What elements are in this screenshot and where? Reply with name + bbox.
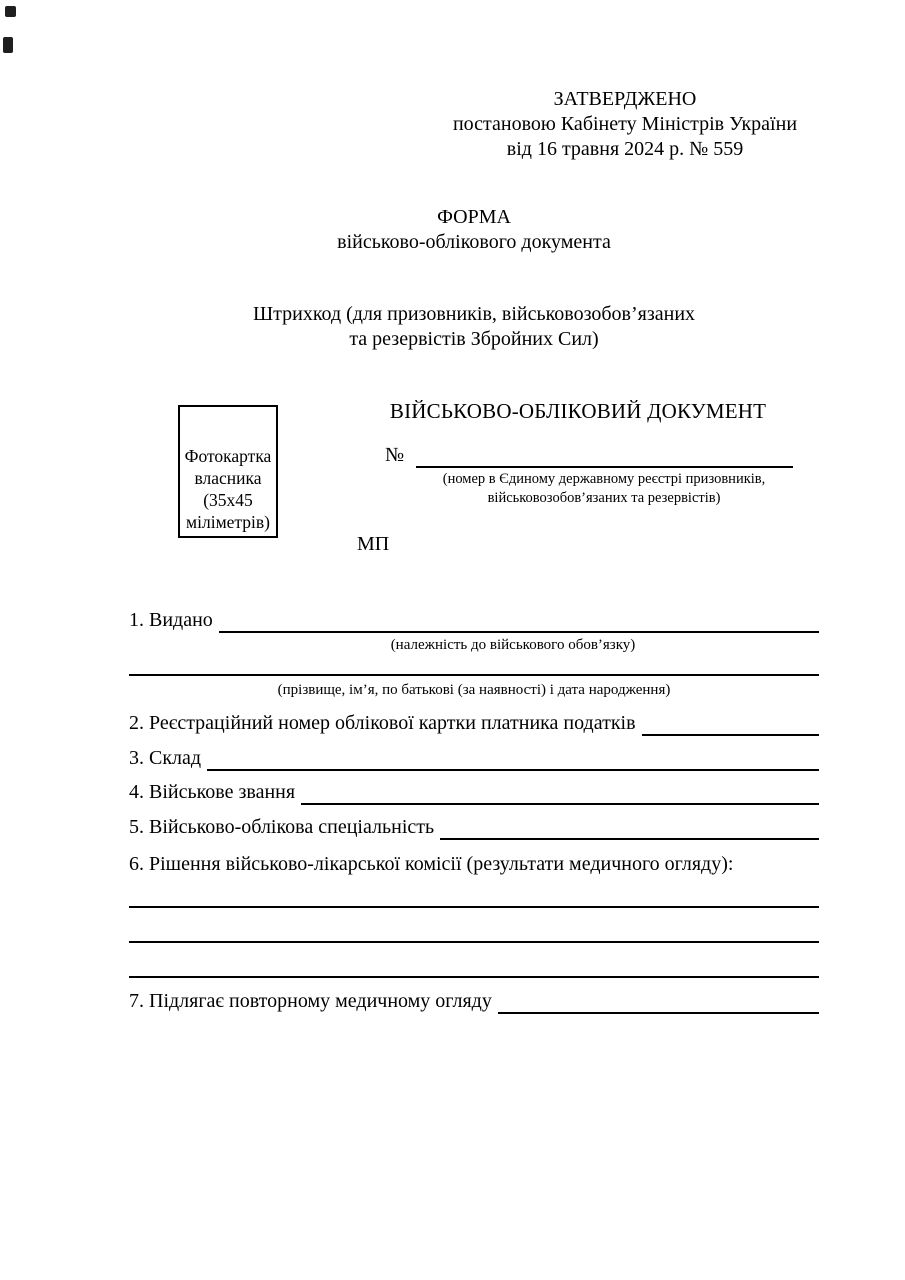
field-2-tax-number-blank[interactable] [642, 710, 819, 736]
field-7-reexamination-row [129, 988, 819, 1014]
field-6-medical-label: 6. Рішення військово-лікарської комісії (результати медичного огляду): [129, 853, 734, 875]
approval-line-1: ЗАТВЕРДЖЕНО [553, 88, 697, 110]
field-4-rank-blank[interactable] [301, 779, 819, 805]
photo-box-label-line-3: (35x45 [203, 490, 253, 510]
photo-placeholder-box [178, 405, 278, 538]
field-7-reexamination-blank[interactable] [498, 988, 819, 1014]
approval-line-3: від 16 травня 2024 р. № 559 [506, 138, 744, 160]
barcode-note-line-1: Штрихкод (для призовників, військовозобов’язаних [252, 303, 696, 325]
document-number-caption [415, 470, 793, 508]
name-line-blank[interactable] [129, 674, 819, 676]
field-2-tax-number-row [129, 710, 819, 736]
field-5-specialty-label: 5. Військово-облікова спеціальність [129, 816, 435, 838]
photo-box-label-line-4: міліметрів) [186, 512, 270, 532]
photo-box-label-line-2: власника [194, 468, 262, 488]
approval-line-2: постановою Кабінету Міністрів України [452, 113, 798, 135]
field-5-specialty-blank[interactable] [440, 814, 819, 840]
field-6-medical-row [129, 851, 819, 877]
field-2-tax-number-label: 2. Реєстраційний номер облікової картки платника податків [129, 712, 636, 734]
field-5-specialty-row [129, 814, 819, 840]
name-line-caption: (прізвище, ім’я, по батькові (за наявності) і дата народження) [277, 682, 671, 698]
scan-artifact-mark [5, 6, 16, 17]
document-title: ВІЙСЬКОВО-ОБЛІКОВИЙ ДОКУМЕНТ [389, 399, 767, 423]
scan-artifact-mark [3, 37, 13, 53]
document-number-blank[interactable] [416, 442, 793, 468]
barcode-note [129, 302, 819, 352]
document-number-caption-line-1: (номер в Єдиному державному реєстрі призовників, [442, 471, 766, 487]
barcode-note-line-2: та резервістів Збройних Сил) [349, 328, 599, 350]
field-6-line-2-blank[interactable] [129, 941, 819, 943]
photo-box-label-line-1: Фотокартка [184, 446, 272, 466]
document-number-label: № [385, 444, 405, 466]
document-number-caption-line-2: військовозобов’язаних та резервістів) [487, 490, 721, 506]
field-7-reexamination-label: 7. Підлягає повторному медичному огляду [129, 990, 492, 1012]
field-1-caption: (належність до військового обов’язку) [390, 637, 636, 653]
field-3-category-row [129, 745, 819, 771]
field-4-rank-row [129, 779, 819, 805]
form-heading-title: ФОРМА [437, 206, 511, 228]
field-6-line-1-blank[interactable] [129, 906, 819, 908]
field-3-category-label: 3. Склад [129, 747, 202, 769]
field-1-issued-blank[interactable] [219, 607, 819, 633]
field-1-issued-label: 1. Видано [129, 609, 213, 631]
field-1-issued-row [129, 607, 819, 633]
form-heading [129, 205, 819, 255]
document-number-row [385, 442, 793, 468]
field-6-line-3-blank[interactable] [129, 976, 819, 978]
approval-stamp-block [440, 87, 810, 162]
field-3-category-blank[interactable] [207, 745, 819, 771]
field-4-rank-label: 4. Військове звання [129, 781, 296, 803]
form-heading-subtitle: військово-облікового документа [337, 231, 611, 253]
stamp-mp-label: МП [357, 533, 390, 555]
